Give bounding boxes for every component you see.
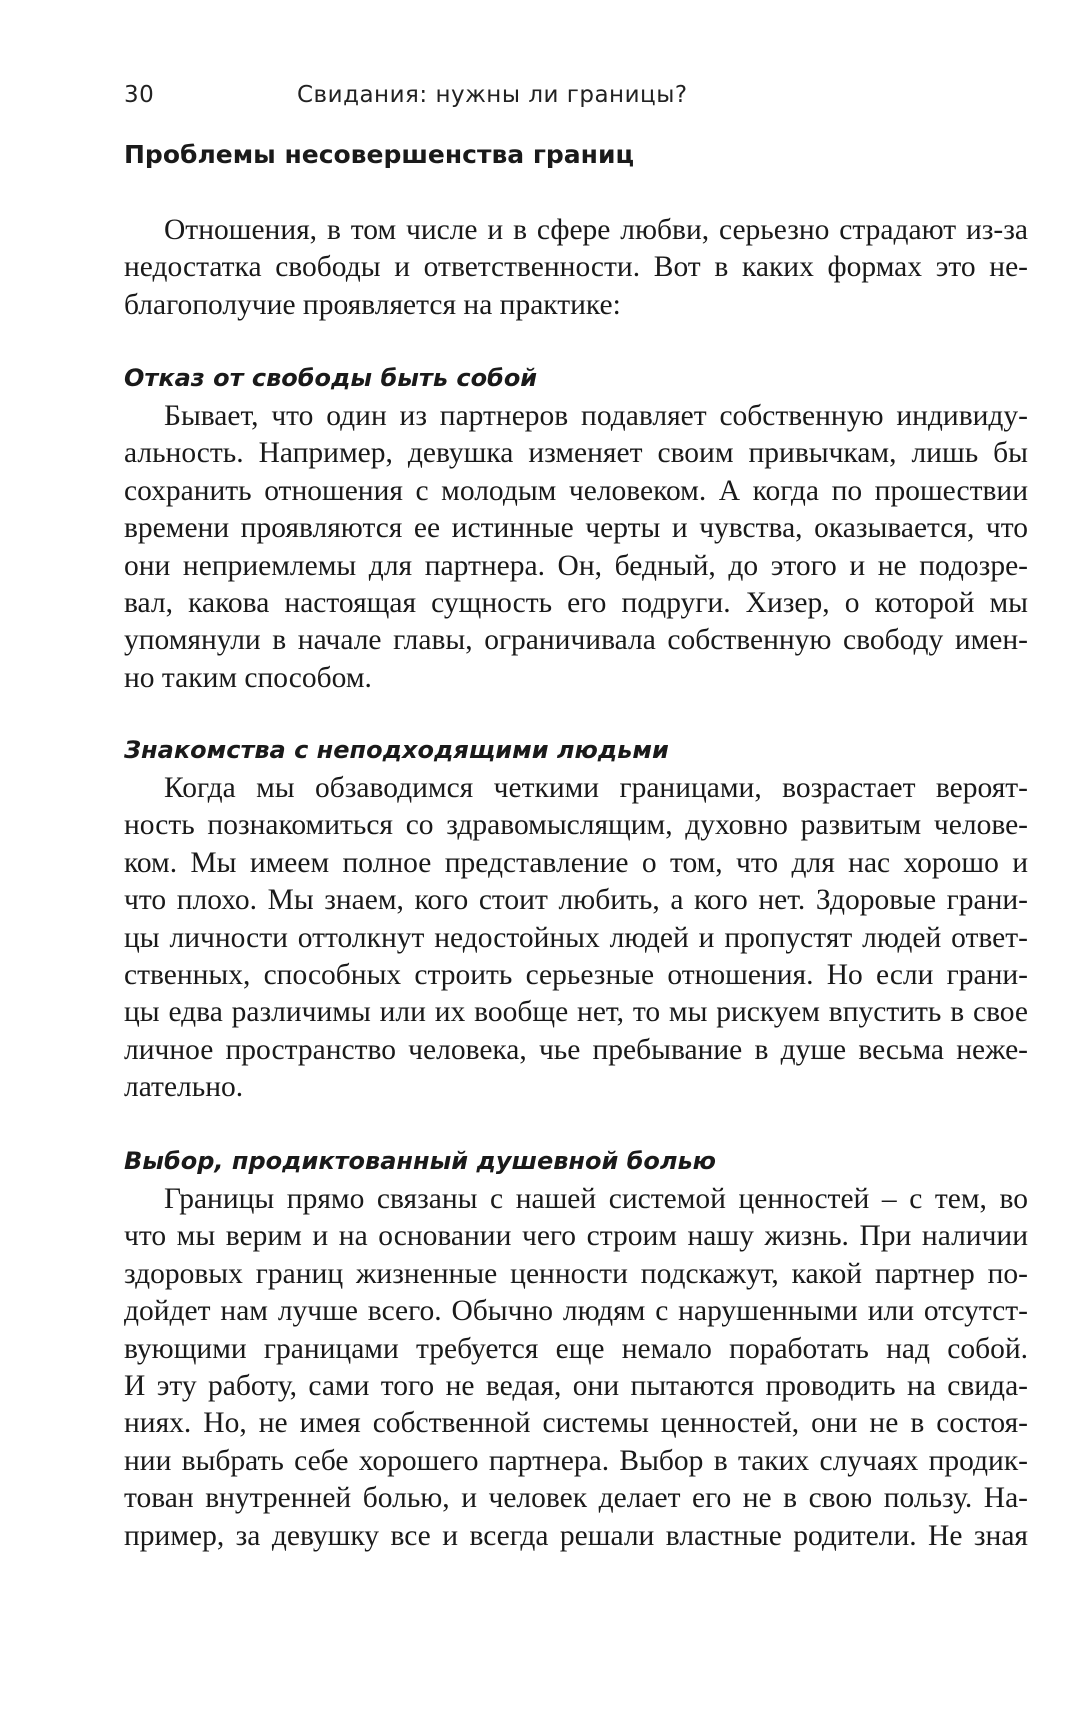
paragraph-acquaintances [124, 770, 1028, 1107]
text-line: но таким способом. [124, 661, 372, 694]
text-line: лательно. [124, 1071, 244, 1104]
text-line: альность. Например, девушка изменяет своим привычкам, лишь бы [124, 437, 1028, 470]
text-line: Отношения, в том числе и в сфере любви, серьезно страдают из-за [164, 214, 1028, 246]
text-line: личное пространство человека, чье пребывание в душе весьма неже- [124, 1033, 1028, 1066]
text-line: нии выбрать себе хорошего партнера. Выбор в таких случаях продик- [124, 1444, 1028, 1477]
running-title: Свидания: нужны ли границы? [297, 82, 688, 108]
text-line: ниях. Но, не имея собственной системы ценностей, они не в состоя- [124, 1407, 1028, 1440]
subheading-choice: Выбор, продиктованный душевной болью [124, 1147, 717, 1175]
text-line: упомянули в начале главы, ограничивала собственную свободу имен- [124, 624, 1028, 657]
section-title: Проблемы несовершенства границ [124, 140, 634, 169]
text-line: недостатка свободы и ответственности. Вот в каких формах это не- [124, 251, 1028, 284]
text-line: И эту работу, сами того не ведая, они пытаются проводить на свида- [124, 1370, 1028, 1403]
subheading-acquaintances: Знакомства с неподходящими людьми [124, 736, 669, 764]
text-line: тован внутренней болью, и человек делает его не в свою пользу. На- [124, 1482, 1028, 1515]
intro-paragraph [124, 212, 1028, 324]
text-line: что плохо. Мы знаем, кого стоит любить, а кого нет. Здоровые грани- [124, 884, 1028, 917]
text-line: они неприемлемы для партнера. Он, бедный, до этого и не подозре- [124, 549, 1028, 582]
running-head [124, 82, 1024, 116]
text-line: ком. Мы имеем полное представление о том, что для нас хорошо и [124, 846, 1028, 879]
text-line: цы личности оттолкнут недостойных людей и пропустят людей ответ- [124, 921, 1028, 954]
text-line: Границы прямо связаны с нашей системой ценностей – с тем, во [164, 1183, 1028, 1215]
text-line: ственных, способных строить серьезные отношения. Но если грани- [124, 959, 1028, 992]
text-line: вал, какова настоящая сущность его подруги. Хизер, о которой мы [124, 587, 1028, 620]
text-line: Когда мы обзаводимся четкими границами, возрастает вероят- [164, 772, 1028, 804]
text-line: дойдет нам лучше всего. Обычно людям с нарушенными или отсутст- [124, 1295, 1028, 1328]
paragraph-freedom [124, 398, 1028, 697]
text-line: пример, за девушку все и всегда решали властные родители. Не зная [124, 1519, 1028, 1552]
text-line: цы едва различимы или их вообще нет, то мы рискуем впустить в свое [124, 996, 1028, 1029]
text-line: благополучие проявляется на практике: [124, 288, 621, 321]
text-line: здоровых границ жизненные ценности подскажут, какой партнер по- [124, 1257, 1028, 1290]
subheading-freedom: Отказ от свободы быть собой [124, 364, 538, 392]
text-line: сохранить отношения с молодым человеком. А когда по прошествии [124, 474, 1028, 507]
text-line: ность познакомиться со здравомыслящим, духовно развитым челове- [124, 809, 1028, 842]
text-line: что мы верим и на основании чего строим нашу жизнь. При наличии [124, 1220, 1028, 1253]
text-line: времени проявляются ее истинные черты и чувства, оказывается, что [124, 512, 1028, 545]
page-number: 30 [124, 82, 155, 108]
paragraph-choice [124, 1181, 1028, 1555]
text-line: Бывает, что один из партнеров подавляет собственную индивиду- [164, 400, 1028, 432]
text-line: вующими границами требуется еще немало поработать над собой. [124, 1332, 1028, 1365]
